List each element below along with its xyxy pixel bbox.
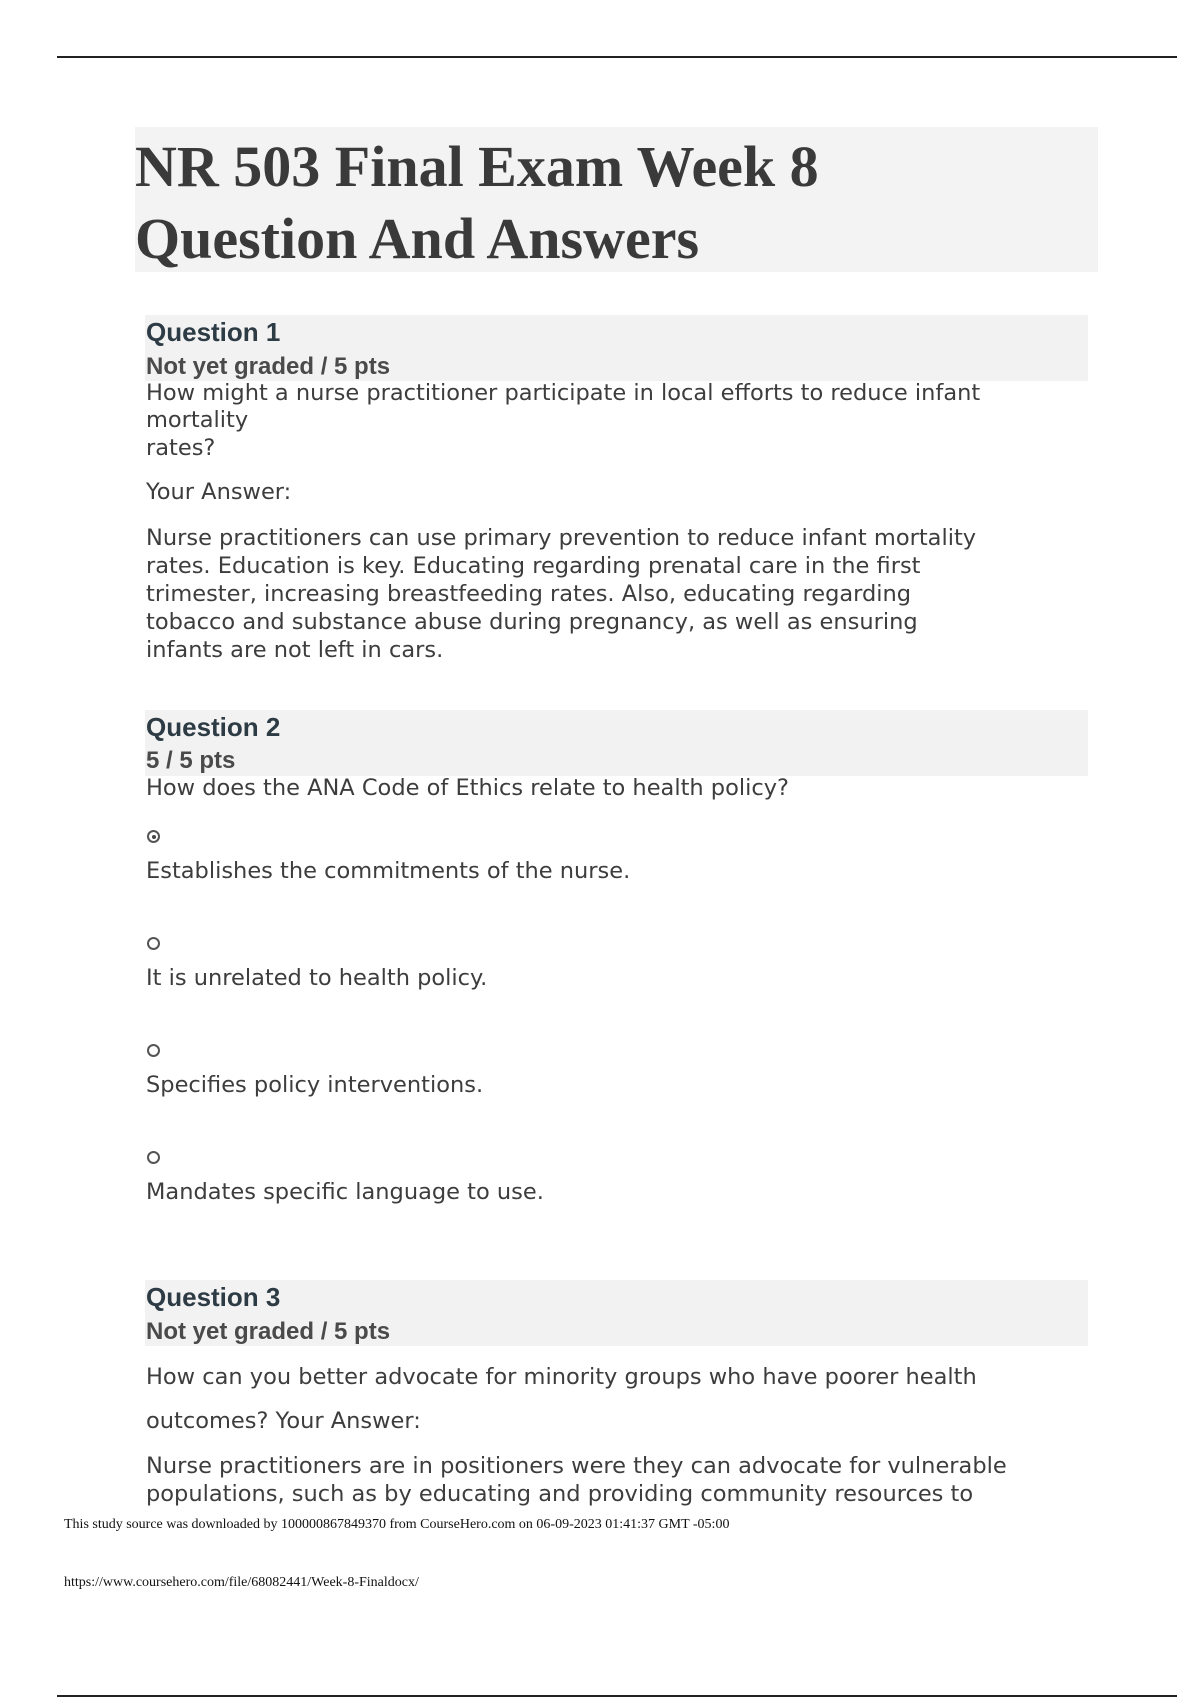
answer-line: tobacco and substance abuse during pregnancy, as well as ensuring: [146, 609, 918, 635]
question-prompt-line: mortality: [146, 407, 249, 433]
radio-option-2[interactable]: [147, 937, 160, 950]
radio-option-1[interactable]: [147, 830, 160, 843]
question-header: [145, 710, 1088, 776]
question-prompt-line: rates?: [146, 435, 216, 461]
bottom-rule: [57, 1695, 1177, 1697]
top-rule: [57, 56, 1177, 58]
question-points: Not yet graded / 5 pts: [146, 353, 391, 380]
source-note: This study source was downloaded by 100000867849370 from CourseHero.com on 06-09-2023 01:41:37 GMT -05:00: [64, 1517, 730, 1532]
question-title: Question 1: [146, 317, 281, 347]
question-prompt-line: How might a nurse practitioner participate in local efforts to reduce infant: [146, 380, 981, 406]
question-title: Question 2: [146, 712, 281, 742]
answer-line: Nurse practitioners are in positioners were they can advocate for vulnerable: [146, 1453, 1007, 1479]
question-prompt: How does the ANA Code of Ethics relate to health policy?: [146, 775, 789, 801]
answer-line: infants are not left in cars.: [146, 637, 444, 663]
answer-line: Nurse practitioners can use primary prevention to reduce infant mortality: [146, 525, 977, 551]
question-points: Not yet graded / 5 pts: [146, 1318, 391, 1345]
option-label: Specifies policy interventions.: [146, 1072, 484, 1098]
radio-option-3[interactable]: [147, 1044, 160, 1057]
question-prompt-line: How can you better advocate for minority groups who have poorer health: [146, 1364, 977, 1390]
option-label: Establishes the commitments of the nurse.: [146, 858, 631, 884]
question-points: 5 / 5 pts: [146, 747, 236, 774]
page-title-line-1: NR 503 Final Exam Week 8: [135, 134, 819, 199]
question-prompt-line: outcomes? Your Answer:: [146, 1408, 421, 1434]
answer-line: populations, such as by educating and providing community resources to: [146, 1481, 974, 1507]
option-label: It is unrelated to health policy.: [146, 965, 488, 991]
answer-line: trimester, increasing breastfeeding rates. Also, educating regarding: [146, 581, 912, 607]
question-title: Question 3: [146, 1282, 281, 1312]
page-title-line-2: Question And Answers: [135, 206, 700, 271]
radio-option-4[interactable]: [147, 1151, 160, 1164]
option-label: Mandates specific language to use.: [146, 1179, 544, 1205]
answer-line: rates. Education is key. Educating regarding prenatal care in the first: [146, 553, 921, 579]
answer-label: Your Answer:: [146, 479, 292, 505]
source-url[interactable]: https://www.coursehero.com/file/68082441/Week-8-Finaldocx/: [64, 1575, 419, 1590]
